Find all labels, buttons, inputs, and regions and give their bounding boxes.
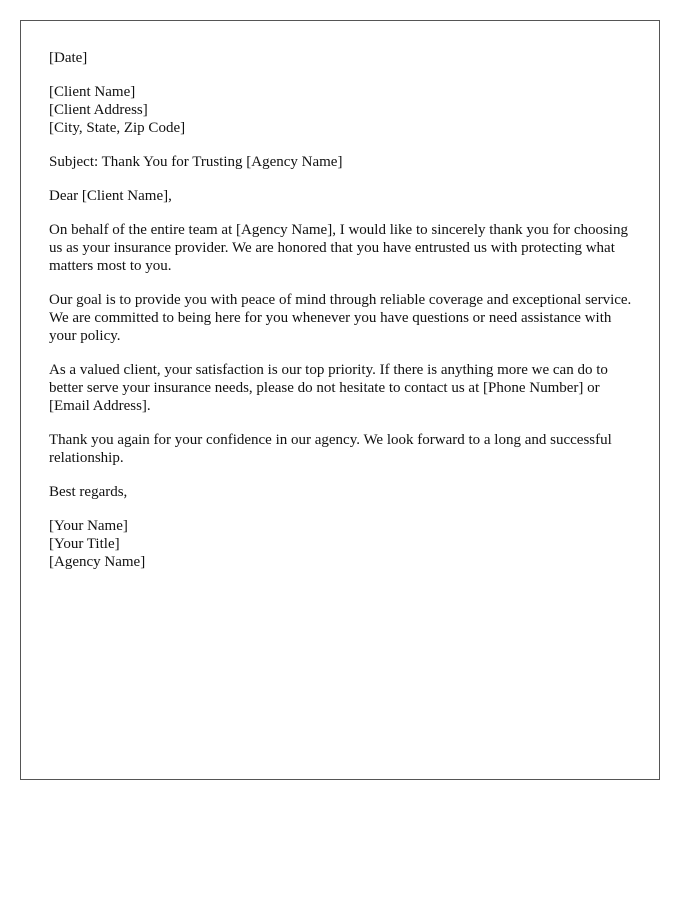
letter-closing: Best regards, [49,484,128,500]
letter-paragraph: As a valued client, your satisfaction is our top priority. If there is anything more we can do to better serve your insurance needs, please do not hesitate to contact us at [Phone Number] or [Email Address]. [49,362,608,414]
letter-paragraph: Thank you again for your confidence in our agency. We look forward to a long and successful relationship. [49,432,612,466]
letter-paragraph: Our goal is to provide you with peace of mind through reliable coverage and exceptional service. We are committed to being here for you whenever you have questions or need assistance with your policy. [49,292,632,344]
letter-date: [Date] [49,50,88,66]
signature-block [49,517,639,571]
letter-salutation: Dear [Client Name], [49,188,172,204]
letter-subject: Subject: Thank You for Trusting [Agency Name] [49,154,343,170]
letter-body [49,49,639,587]
signature-agency: [Agency Name] [49,554,146,570]
recipient-city-state-zip: [City, State, Zip Code] [49,120,186,136]
signature-name: [Your Name] [49,518,128,534]
letter-page [20,20,660,780]
recipient-name: [Client Name] [49,84,136,100]
recipient-address: [Client Address] [49,102,148,118]
recipient-block [49,83,639,137]
letter-paragraph: On behalf of the entire team at [Agency Name], I would like to sincerely thank you for choosing us as your insurance provider. We are honored that you have entrusted us with protecting what matters most to you. [49,222,628,274]
signature-title: [Your Title] [49,536,120,552]
